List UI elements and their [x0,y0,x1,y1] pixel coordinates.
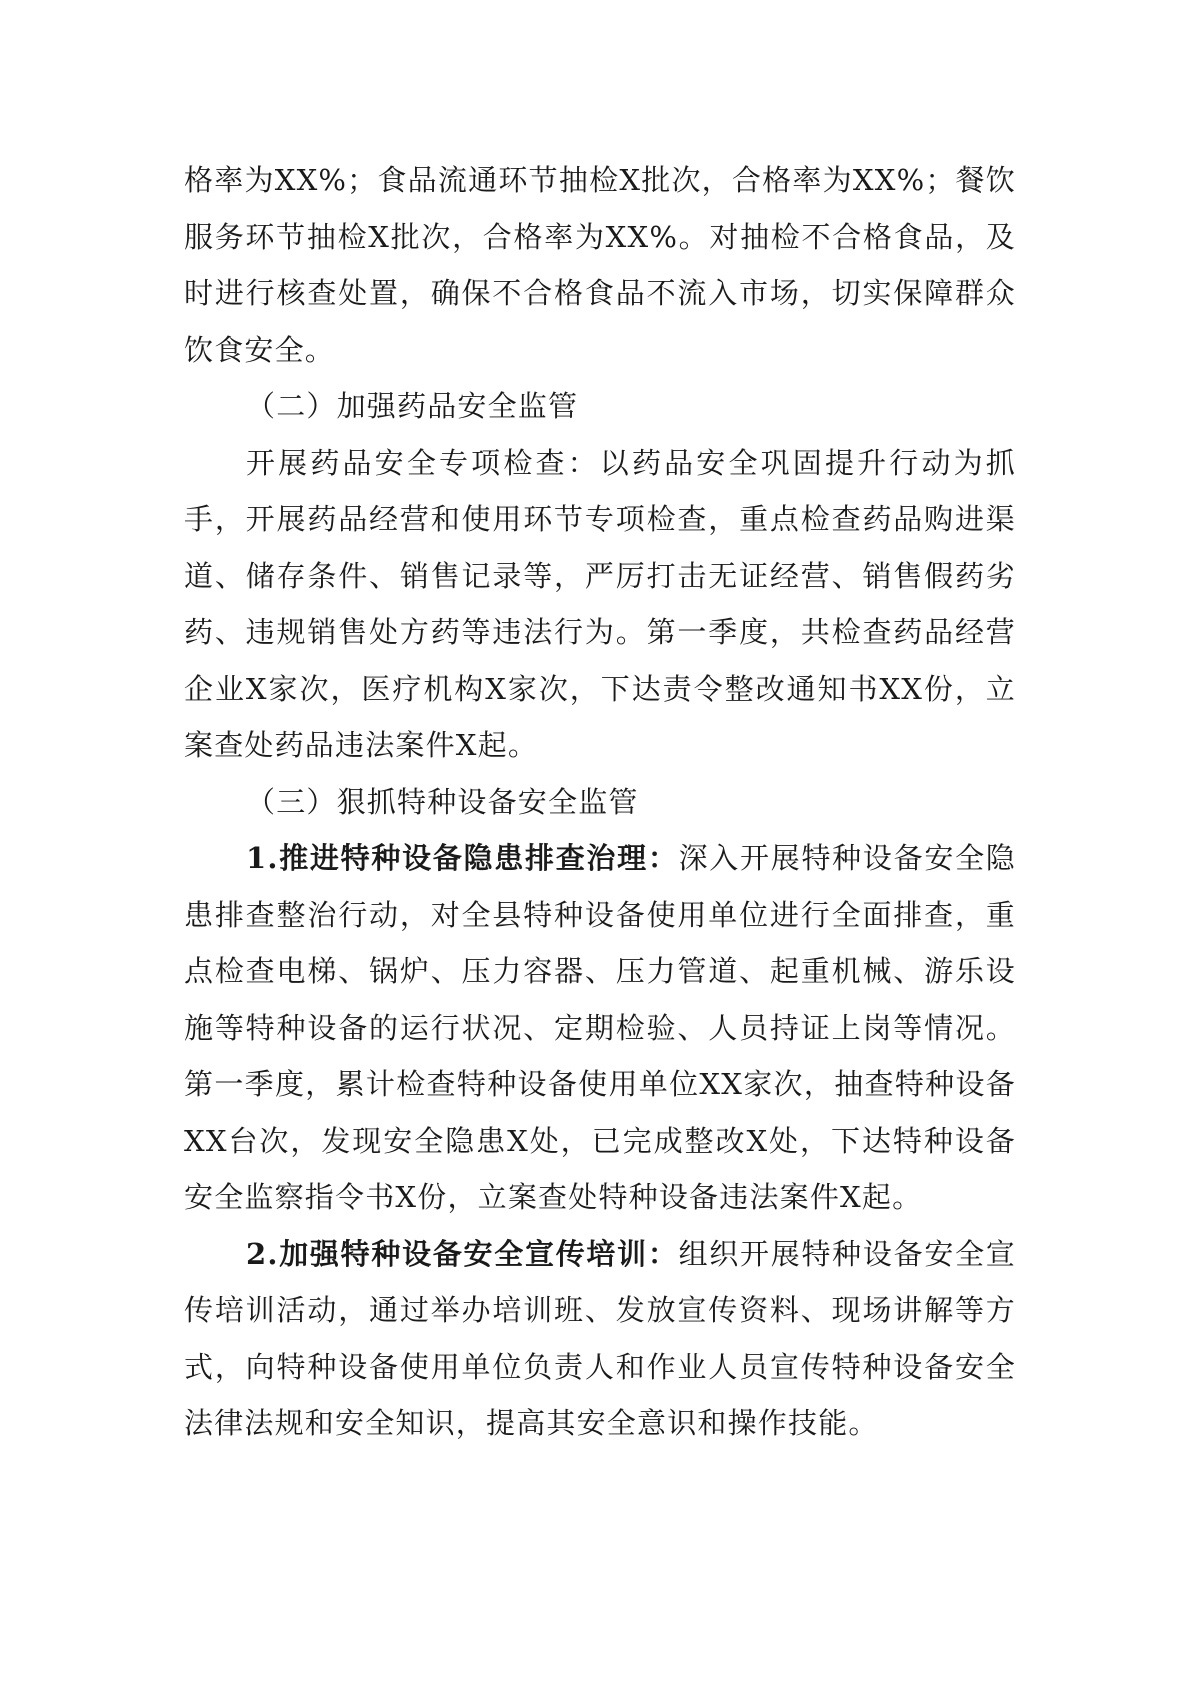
paragraph-equipment-hazard-check [184,830,1016,1226]
document-body [184,152,1016,1452]
section-heading-special-equipment: （三）狠抓特种设备安全监管 [246,784,639,819]
paragraph-food-sampling: 格率为XX%；食品流通环节抽检X批次，合格率为XX%；餐饮服务环节抽检X批次，合格率为XX%。对抽检不合格食品，及时进行核查处置，确保不合格食品不流入市场，切实保障群众饮食安全。 [184,163,1016,367]
paragraph-body-training: 组织开展特种设备安全宣传培训活动，通过举办培训班、发放宣传资料、现场讲解等方式，向特种设备使用单位负责人和作业人员宣传特种设备安全法律法规和安全知识，提高其安全意识和操作技能。 [184,1236,1016,1440]
section-heading-drug-safety: （二）加强药品安全监管 [246,389,579,423]
paragraph-lead-hazard-check: 1.推进特种设备隐患排查治理： [246,841,679,875]
paragraph-equipment-training [184,1226,1016,1452]
paragraph-lead-training: 2.加强特种设备安全宣传培训： [246,1236,679,1271]
paragraph-body-hazard-check: 深入开展特种设备安全隐患排查整治行动，对全县特种设备使用单位进行全面排查，重点检查电梯、锅炉、压力容器、压力管道、起重机械、游乐设施等特种设备的运行状况、定期检验、人员持证上岗等情况。第一季度，累计检查特种设备使用单位XX家次，抽查特种设备XX台次，发现安全隐患X处，已完成整改X处，下达特种设备安全监察指令书X份，立案查处特种设备违法案件X起。 [184,841,1016,1214]
paragraph-drug-inspection: 开展药品安全专项检查：以药品安全巩固提升行动为抓手，开展药品经营和使用环节专项检查，重点检查药品购进渠道、储存条件、销售记录等，严厉打击无证经营、销售假药劣药、违规销售处方药等违法行为。第一季度，共检查药品经营企业X家次，医疗机构X家次，下达责令整改通知书XX份，立案查处药品违法案件X起。 [184,445,1016,762]
